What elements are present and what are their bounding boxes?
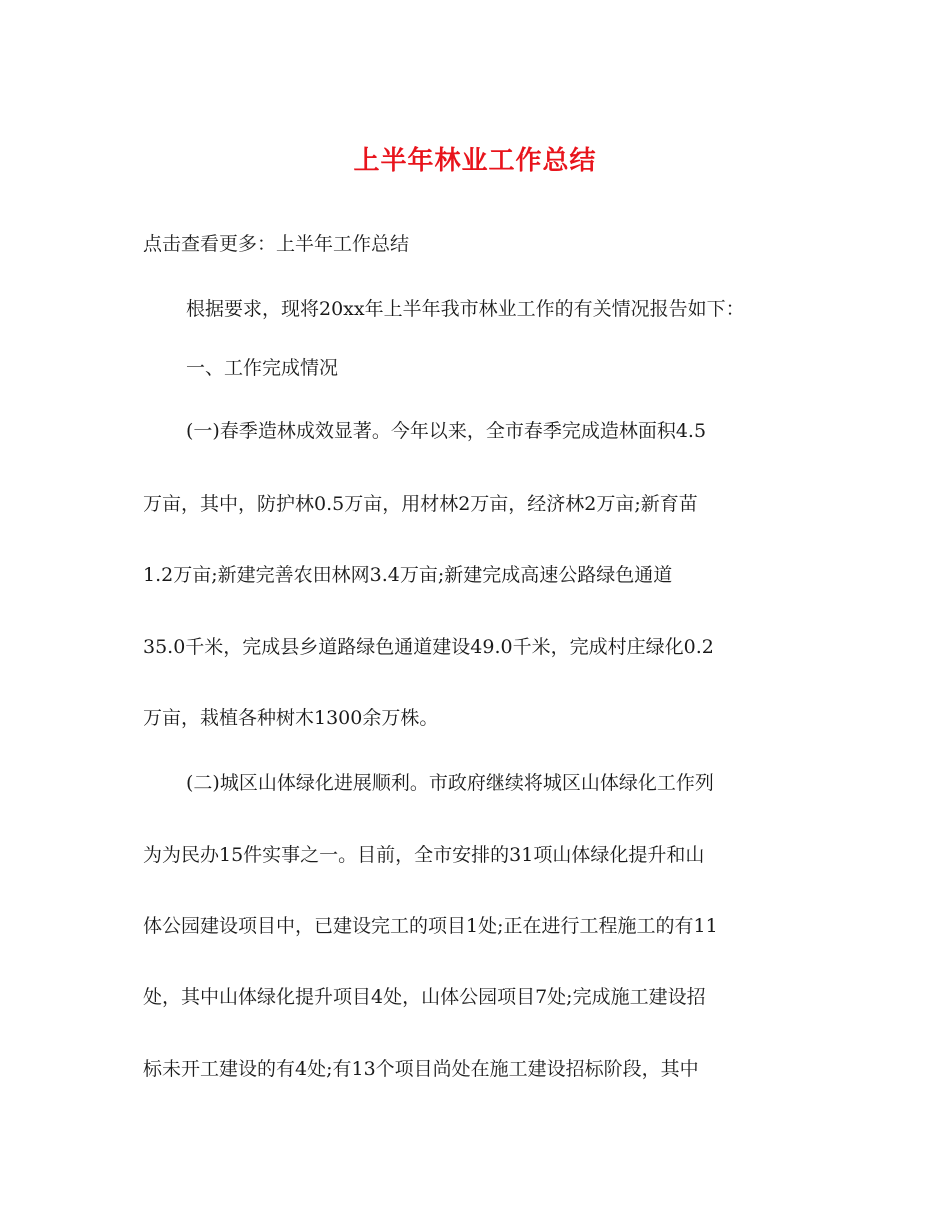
paragraph-line: (二)城区山体绿化进展顺利。市政府继续将城区山体绿化工作列 — [186, 772, 714, 794]
paragraph-line: 1.2万亩;新建完善农田林网3.4万亩;新建完成高速公路绿色通道 — [143, 564, 673, 586]
document-title: 上半年林业工作总结 — [353, 146, 597, 176]
section-heading: 一、工作完成情况 — [186, 357, 339, 379]
paragraph-line: (一)春季造林成效显著。今年以来，全市春季完成造林面积4.5 — [186, 420, 707, 442]
paragraph-line: 万亩，其中，防护林0.5万亩，用材林2万亩，经济林2万亩;新育苗 — [143, 493, 698, 515]
paragraph-line: 处，其中山体绿化提升项目4处，山体公园项目7处;完成施工建设招 — [143, 986, 706, 1008]
paragraph-line: 标未开工建设的有4处;有13个项目尚处在施工建设招标阶段，其中 — [143, 1058, 699, 1080]
paragraph-line: 根据要求，现将20xx年上半年我市林业工作的有关情况报告如下： — [186, 298, 745, 320]
paragraph-line: 体公园建设项目中，已建设完工的项目1处;正在进行工程施工的有11 — [143, 915, 718, 937]
paragraph-line: 35.0千米，完成县乡道路绿色通道建设49.0千米，完成村庄绿化0.2 — [143, 636, 714, 658]
more-link-line[interactable]: 点击查看更多：上半年工作总结 — [143, 233, 410, 255]
paragraph-line: 万亩，栽植各种树木1300余万株。 — [143, 707, 439, 729]
paragraph-line: 为为民办15件实事之一。目前，全市安排的31项山体绿化提升和山 — [143, 844, 705, 866]
